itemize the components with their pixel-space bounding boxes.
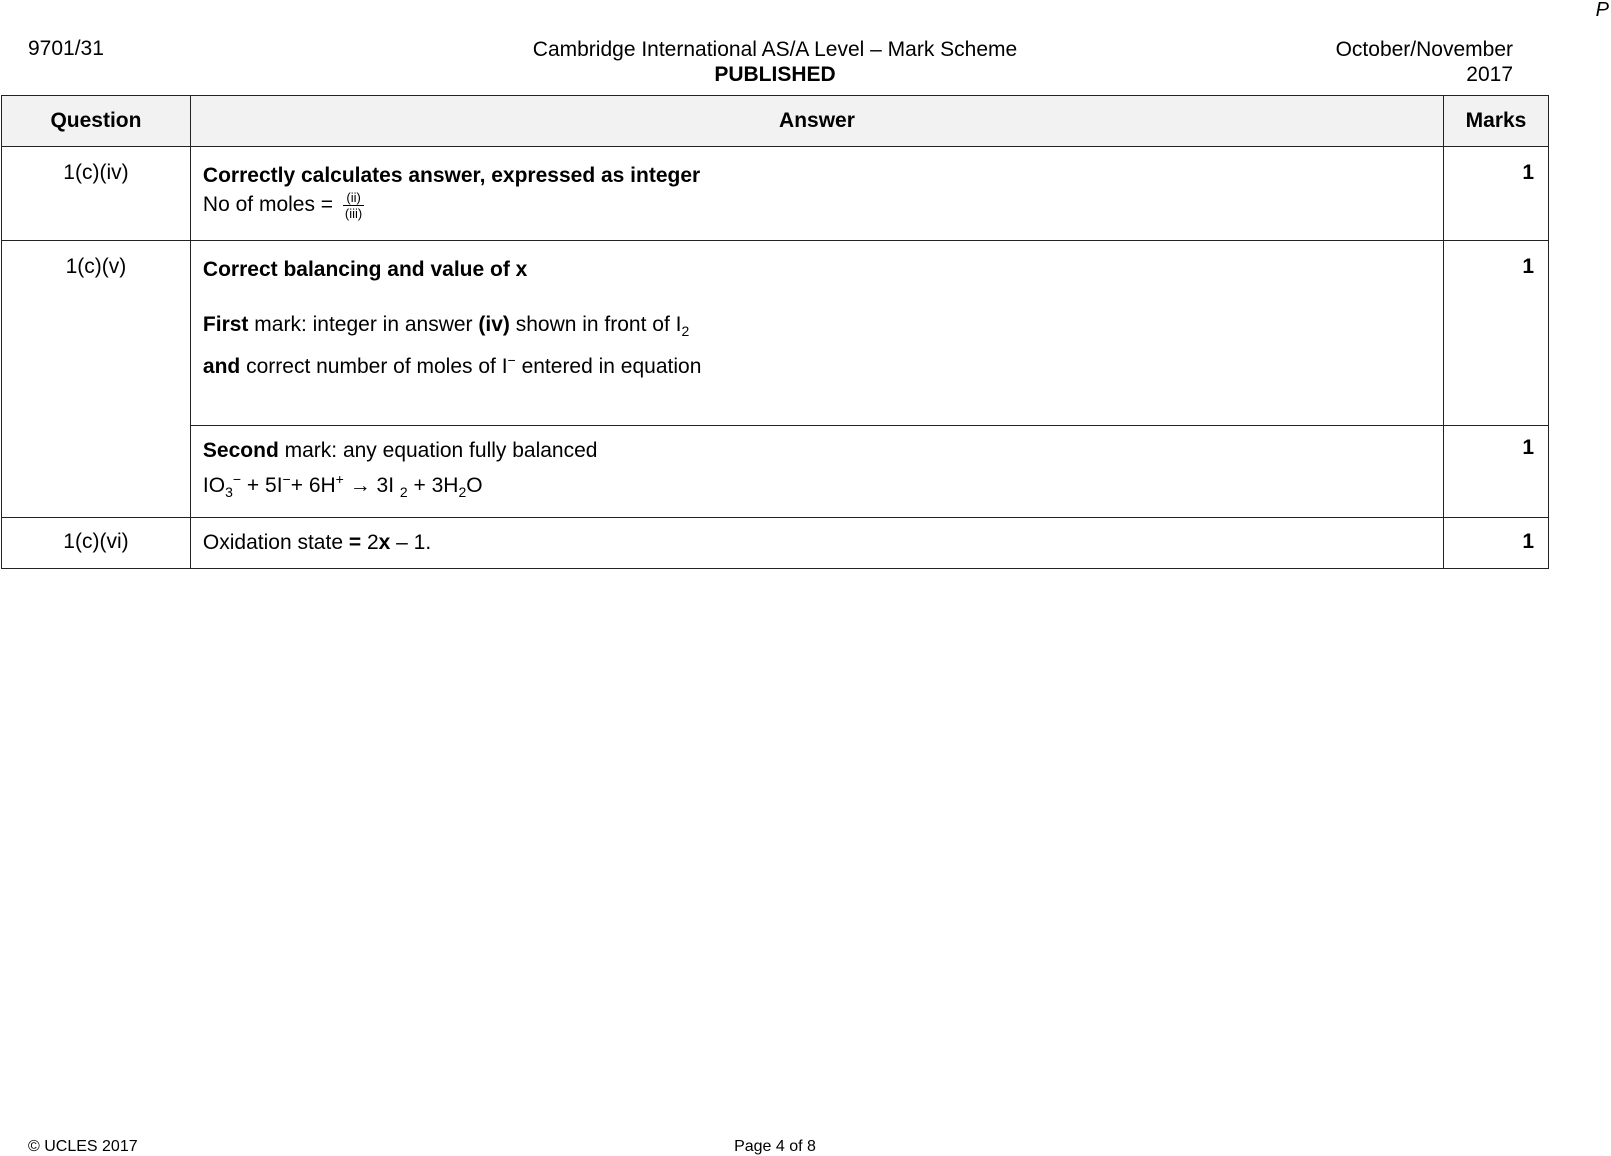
marks-value: 1 <box>1444 426 1549 518</box>
marks-value: 1 <box>1444 241 1549 426</box>
table-row <box>2 147 1549 241</box>
fraction-numerator: (ii) <box>343 190 364 206</box>
page-number: Page 4 of 8 <box>734 1138 816 1155</box>
question-header: Question <box>2 96 191 147</box>
fraction <box>343 190 364 221</box>
oxidation-text: Oxidation state <box>202 531 349 555</box>
table-row <box>2 426 1549 518</box>
second-mark-line <box>203 436 1431 465</box>
answer-cell <box>190 518 1443 569</box>
formula-text: No of moles = <box>202 193 334 217</box>
eq-part: O <box>466 474 483 497</box>
session-year: 2017 <box>1466 63 1513 86</box>
subscript: 3 <box>225 484 233 501</box>
table-row <box>2 518 1549 569</box>
title-line: Cambridge International AS/A Level – Mark Scheme <box>532 38 1018 61</box>
session-months: October/November <box>1335 38 1513 61</box>
subscript: 2 <box>681 323 690 340</box>
superscript: − <box>507 352 516 369</box>
question-number: 1(c)(vi) <box>2 518 191 569</box>
marks-value: 1 <box>1444 518 1549 569</box>
answer-cell <box>190 147 1443 241</box>
first-label: First <box>202 313 249 336</box>
answer-header: Answer <box>190 96 1443 147</box>
answer-heading: Correctly calculates answer, expressed as integer <box>202 164 701 187</box>
question-number: 1(c)(v) <box>2 241 191 518</box>
answer-cell <box>190 426 1443 518</box>
eq-part: + 3H <box>407 474 459 497</box>
superscript: − <box>282 471 291 487</box>
first-text: mark: integer in answer <box>248 313 479 336</box>
first-iv-ref: (iv) <box>478 313 510 336</box>
table-header-row <box>2 96 1549 147</box>
and-label: and <box>202 355 241 379</box>
first-mark-line <box>203 310 1431 346</box>
balanced-equation <box>203 465 1431 507</box>
oxidation-text-3: – 1. <box>390 531 432 555</box>
second-label: Second <box>202 439 279 462</box>
and-text: correct number of moles of I <box>240 355 508 379</box>
mark-scheme-table <box>1 95 1549 569</box>
oxidation-text-2: 2 <box>361 531 379 555</box>
superscript: − <box>232 471 242 487</box>
and-text-2: entered in equation <box>515 355 702 379</box>
eq-part: + 5I <box>241 474 283 497</box>
exam-session <box>1336 37 1513 87</box>
fraction-denominator: (iii) <box>344 206 363 221</box>
table-row <box>2 241 1549 426</box>
document-title <box>460 37 1090 87</box>
copyright: © UCLES 2017 <box>28 1138 138 1155</box>
equals-sign: = <box>348 531 362 555</box>
eq-part: → 3I <box>343 474 400 497</box>
subscript: 2 <box>399 484 408 501</box>
and-mark-line <box>203 346 1431 381</box>
answer-heading: Correct balancing and value of x <box>202 258 528 281</box>
eq-part: + 6H <box>290 474 336 497</box>
answer-cell <box>190 241 1443 426</box>
second-text: mark: any equation fully balanced <box>278 439 598 462</box>
published-label: PUBLISHED <box>714 63 836 86</box>
first-text-2: shown in front of I <box>509 313 682 336</box>
eq-part: IO <box>202 474 226 497</box>
question-number: 1(c)(iv) <box>2 147 191 241</box>
variable-x: x <box>378 531 391 555</box>
answer-formula <box>203 190 1431 221</box>
marks-value: 1 <box>1444 147 1549 241</box>
marks-header: Marks <box>1444 96 1549 147</box>
subscript: 2 <box>458 484 467 501</box>
superscript: + <box>335 471 344 487</box>
paper-code: 9701/31 <box>28 37 104 60</box>
corner-mark: P <box>1595 0 1609 21</box>
